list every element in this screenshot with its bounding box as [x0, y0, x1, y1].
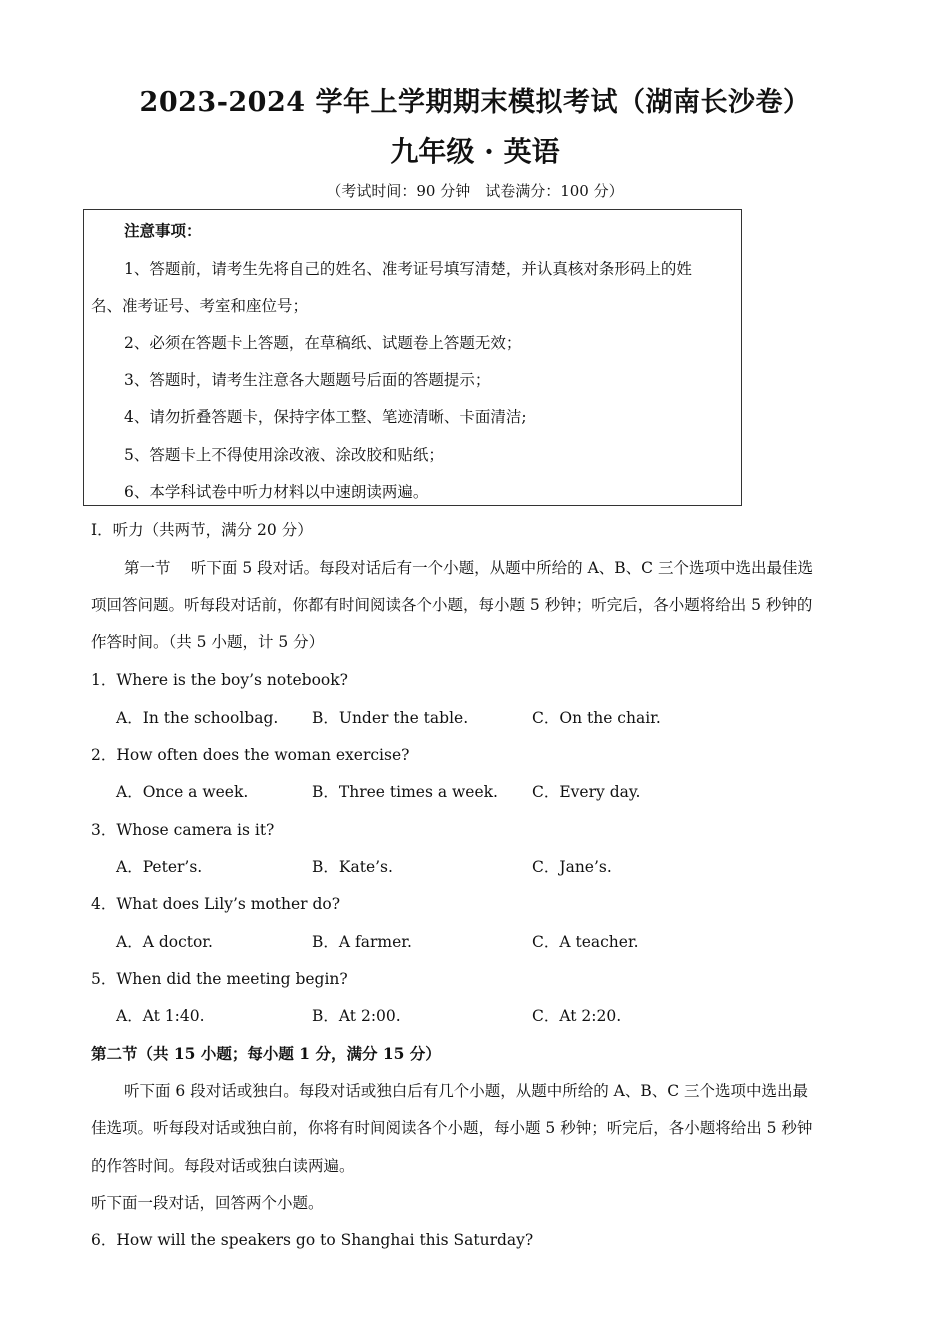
notice-item-2: 2、必须在答题卡上答题，在草稿纸、试题卷上答题无效；: [124, 334, 522, 352]
part2-instructions-2: 佳选项。听每段对话或独白前，你将有时间阅读各个小题，每小题 5 秒钟；听完后，各小题将给出 5 秒钟: [91, 1119, 813, 1137]
part2-heading: 第二节（共 15 小题；每小题 1 分，满分 15 分）: [91, 1044, 441, 1063]
section-heading: I．听力（共两节，满分 20 分）: [91, 521, 313, 539]
question-5: 5．When did the meeting begin?: [91, 970, 348, 988]
notice-item-5: 5、答题卡上不得使用涂改液、涂改胶和贴纸；: [124, 446, 444, 464]
exam-meta: （考试时间：90 分钟 试卷满分：100 分）: [326, 182, 624, 200]
exam-title: 2023-2024 学年上学期期末模拟考试（湖南长沙卷）: [139, 87, 811, 118]
q3-option-b: B．Kate’s.: [312, 858, 393, 876]
part2-instructions-3: 的作答时间。每段对话或独白读两遍。: [91, 1157, 355, 1175]
q4-option-b: B．A farmer.: [312, 933, 412, 951]
question-1: 1．Where is the boy’s notebook?: [91, 671, 348, 689]
question-6: 6．How will the speakers go to Shanghai this Saturday?: [91, 1231, 534, 1249]
q3-option-c: C．Jane’s.: [532, 858, 612, 876]
part2-instructions-1: 听下面 6 段对话或独白。每段对话或独白后有几个小题，从题中所给的 A、B、C 三个选项中选出最: [124, 1082, 809, 1100]
q5-option-a: A．At 1:40.: [116, 1007, 205, 1025]
notice-item-1a: 1、答题前，请考生先将自己的姓名、准考证号填写清楚，并认真核对条形码上的姓: [124, 260, 692, 278]
notice-item-4: 4、请勿折叠答题卡，保持字体工整、笔迹清晰、卡面清洁;: [124, 408, 527, 426]
notice-item-1b: 名、准考证号、考室和座位号；: [91, 297, 309, 315]
q5-option-b: B．At 2:00.: [312, 1007, 401, 1025]
question-3: 3．Whose camera is it?: [91, 821, 275, 839]
exam-subtitle: 九年级 · 英语: [390, 135, 560, 168]
part1-instructions-3: 作答时间。（共 5 小题，计 5 分）: [91, 633, 325, 651]
q2-option-b: B．Three times a week.: [312, 783, 498, 801]
part1-instructions-1: 第一节 听下面 5 段对话。每段对话后有一个小题，从题中所给的 A、B、C 三个选项中选出最佳选: [124, 559, 813, 577]
q5-option-c: C．At 2:20.: [532, 1007, 622, 1025]
q4-option-c: C．A teacher.: [532, 933, 639, 951]
question-2: 2．How often does the woman exercise?: [91, 746, 410, 764]
notice-item-6: 6、本学科试卷中听力材料以中速朗读两遍。: [124, 483, 429, 501]
q2-option-c: C．Every day.: [532, 783, 641, 801]
q1-option-a: A．In the schoolbag.: [116, 709, 279, 727]
q3-option-a: A．Peter’s.: [116, 858, 203, 876]
question-4: 4．What does Lily’s mother do?: [91, 895, 341, 913]
q1-option-c: C．On the chair.: [532, 709, 661, 727]
q4-option-a: A．A doctor.: [116, 933, 213, 951]
q1-option-b: B．Under the table.: [312, 709, 469, 727]
notice-item-3: 3、答题时，请考生注意各大题题号后面的答题提示；: [124, 371, 491, 389]
part1-instructions-2: 项回答问题。听每段对话前，你都有时间阅读各个小题，每小题 5 秒钟；听完后，各小题将给出 5 秒钟的: [91, 596, 813, 614]
dialogue-instruction: 听下面一段对话，回答两个小题。: [91, 1194, 324, 1212]
notice-title: 注意事项：: [124, 221, 202, 240]
q2-option-a: A．Once a week.: [116, 783, 249, 801]
